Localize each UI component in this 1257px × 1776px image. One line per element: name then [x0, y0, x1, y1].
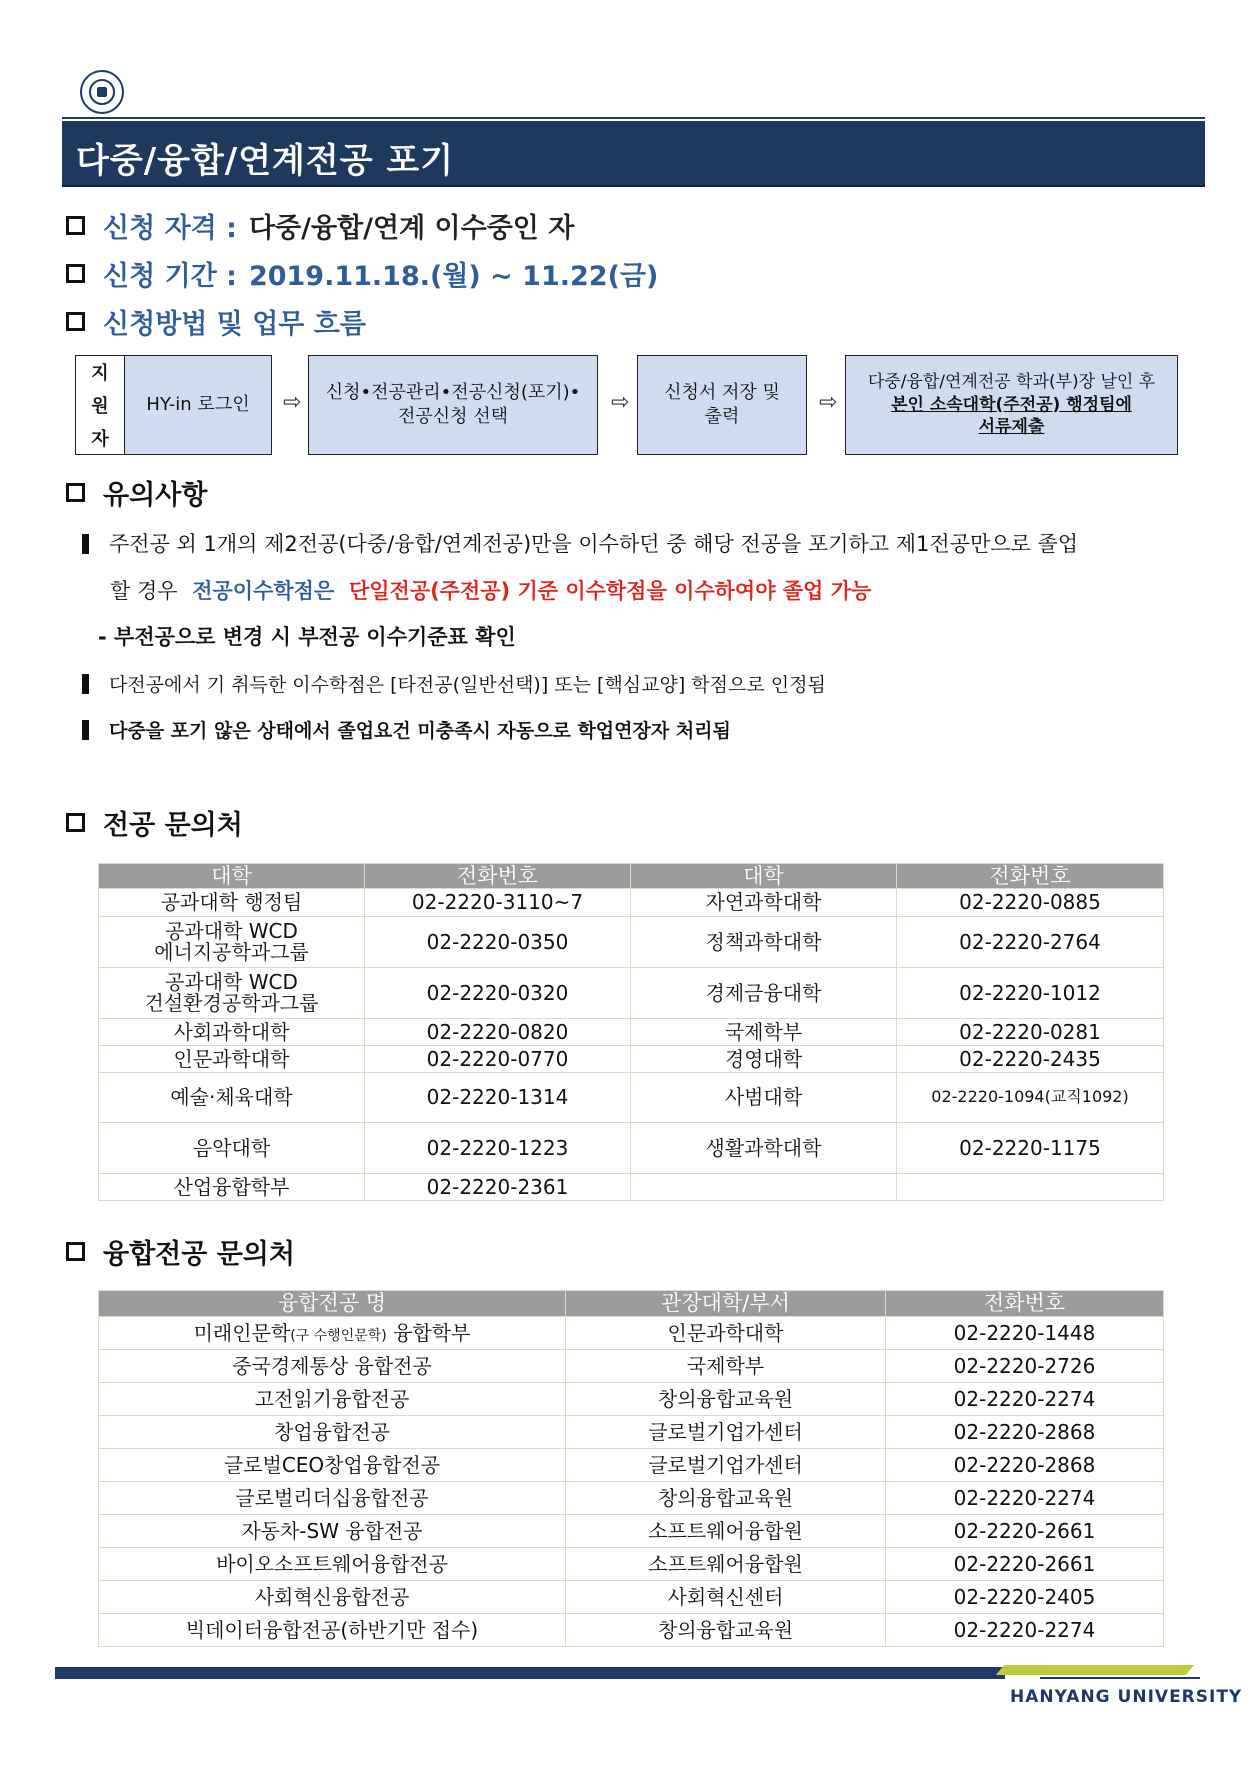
checkbox-square-icon — [66, 264, 85, 283]
flow-step-submit — [845, 355, 1178, 455]
table-cell: 02-2220-2868 — [886, 1449, 1164, 1482]
table-cell: 02-2220-3110~7 — [365, 889, 631, 917]
table-cell: 02-2220-1012 — [897, 968, 1164, 1019]
note-item-3 — [82, 716, 731, 743]
table-cell: 02-2220-2274 — [886, 1482, 1164, 1515]
cell-text: (구 수행인문학) — [290, 1327, 387, 1344]
major-contacts-table — [98, 863, 1164, 1201]
table-cell: 02-2220-0885 — [897, 889, 1164, 917]
checkbox-square-icon — [66, 1242, 85, 1261]
table-cell — [897, 1174, 1164, 1201]
table-cell: 산업융합학부 — [99, 1174, 365, 1201]
table-row — [99, 1449, 1164, 1482]
table-cell: 경제금융대학 — [631, 968, 897, 1019]
footer-divider — [1040, 1677, 1200, 1679]
bullet-icon — [82, 674, 89, 694]
table-cell — [99, 1317, 566, 1350]
bullet-icon — [82, 720, 89, 740]
table-cell: 생활과학대학 — [631, 1123, 897, 1174]
note-text: 할 경우 — [110, 579, 178, 603]
table-cell: 창의융합교육원 — [566, 1383, 886, 1416]
flow-applicant-label — [75, 355, 125, 455]
table-row — [99, 1174, 1164, 1201]
table-row — [99, 1416, 1164, 1449]
table-cell: 글로벌CEO창업융합전공 — [99, 1449, 566, 1482]
flow-step-text: 신청•전공관리•전공신청(포기)• — [325, 381, 581, 403]
cell-text: 융합학부 — [386, 1320, 471, 1345]
checkbox-square-icon — [66, 813, 85, 832]
table-row — [99, 1123, 1164, 1174]
table-row — [99, 1073, 1164, 1123]
table-cell: 02-2220-2764 — [897, 917, 1164, 968]
column-header: 전화번호 — [886, 1291, 1164, 1317]
note-highlight-blue: 전공이수학점은 — [192, 579, 335, 603]
qualification-line — [66, 206, 574, 245]
applicant-char: 지 — [91, 363, 109, 385]
note-text: 주전공 외 1개의 제2전공(다중/융합/연계전공)만을 이수하던 중 해당 전공을 포기하고 제1전공만으로 졸업 — [109, 532, 1079, 556]
cell-text: 미래인문학 — [193, 1320, 291, 1345]
table-cell: 사회혁신센터 — [566, 1581, 886, 1614]
footer-university-name: HANYANG UNIVERSITY — [1010, 1687, 1243, 1707]
table-cell: 고전읽기융합전공 — [99, 1383, 566, 1416]
table-cell: 공과대학 WCD 건설환경공학과그룹 — [99, 968, 365, 1019]
convergence-contacts-heading-text: 융합전공 문의처 — [103, 1239, 295, 1270]
footer-bar — [55, 1667, 1005, 1679]
page-title: 다중/융합/연계전공 포기 — [76, 141, 455, 181]
table-cell: 사회혁신융합전공 — [99, 1581, 566, 1614]
table-cell: 글로벌리더십융합전공 — [99, 1482, 566, 1515]
table-header-row — [99, 864, 1164, 889]
column-header: 전화번호 — [897, 864, 1164, 889]
note-item-1 — [82, 528, 1078, 558]
table-cell: 02-2220-1448 — [886, 1317, 1164, 1350]
flow-step-text: 서류제출 — [978, 417, 1045, 438]
table-cell: 사회과학대학 — [99, 1019, 365, 1046]
notes-heading-text: 유의사항 — [103, 480, 208, 511]
table-cell: 02-2220-1314 — [365, 1073, 631, 1123]
table-row — [99, 1383, 1164, 1416]
table-cell: 국제학부 — [566, 1350, 886, 1383]
method-heading — [66, 302, 366, 341]
table-cell: 02-2220-0281 — [897, 1019, 1164, 1046]
table-cell: 소프트웨어융합원 — [566, 1515, 886, 1548]
note-text: 다중을 포기 않은 상태에서 졸업요건 미충족시 자동으로 학업연장자 처리됨 — [109, 720, 731, 742]
bullet-icon — [82, 534, 89, 554]
table-cell: 사범대학 — [631, 1073, 897, 1123]
table-cell: 02-2220-2361 — [365, 1174, 631, 1201]
flow-step-text: 전공신청 선택 — [397, 406, 509, 427]
table-row — [99, 1614, 1164, 1647]
checkbox-square-icon — [66, 216, 85, 235]
convergence-contacts-heading — [66, 1232, 295, 1271]
flow-step-text: 본인 소속대학(주전공) 행정팀에 — [891, 394, 1132, 415]
table-cell: 02-2220-2435 — [897, 1046, 1164, 1073]
method-heading-text: 신청방법 및 업무 흐름 — [103, 309, 366, 340]
period-line — [66, 254, 658, 293]
table-cell: 02-2220-2274 — [886, 1614, 1164, 1647]
table-cell: 02-2220-0770 — [365, 1046, 631, 1073]
table-cell: 공과대학 WCD 에너지공학과그룹 — [99, 917, 365, 968]
table-cell: 02-2220-2274 — [886, 1383, 1164, 1416]
table-cell: 02-2220-2661 — [886, 1515, 1164, 1548]
note-item-1-sub: - 부전공으로 변경 시 부전공 이수기준표 확인 — [98, 625, 516, 649]
table-cell: 자연과학대학 — [631, 889, 897, 917]
table-cell: 음악대학 — [99, 1123, 365, 1174]
table-cell — [631, 1174, 897, 1201]
major-contacts-heading-text: 전공 문의처 — [103, 810, 243, 841]
table-row — [99, 1581, 1164, 1614]
flow-step-text: 출력 — [704, 406, 740, 427]
qualification-value: 다중/융합/연계 이수중인 자 — [248, 213, 575, 244]
table-cell: 경영대학 — [631, 1046, 897, 1073]
applicant-char: 원 — [91, 395, 109, 417]
table-cell: 빅데이터융합전공(하반기만 접수) — [99, 1614, 566, 1647]
flow-step-print — [637, 355, 807, 455]
checkbox-square-icon — [66, 483, 85, 502]
column-header: 전화번호 — [365, 864, 631, 889]
table-row — [99, 968, 1164, 1019]
table-cell: 중국경제통상 융합전공 — [99, 1350, 566, 1383]
note-item-1-cont — [110, 575, 871, 605]
table-cell: 글로벌기업가센터 — [566, 1449, 886, 1482]
table-cell: 예술·체육대학 — [99, 1073, 365, 1123]
period-label: 신청 기간 : — [103, 261, 237, 292]
flow-step-text: HY-in 로그인 — [146, 393, 250, 415]
table-row — [99, 1350, 1164, 1383]
table-row — [99, 1515, 1164, 1548]
table-cell: 인문과학대학 — [566, 1317, 886, 1350]
table-cell: 정책과학대학 — [631, 917, 897, 968]
major-contacts-heading — [66, 803, 243, 842]
table-cell: 02-2220-0320 — [365, 968, 631, 1019]
table-cell: 인문과학대학 — [99, 1046, 365, 1073]
flow-step-select — [308, 355, 598, 455]
table-row — [99, 889, 1164, 917]
table-cell: 창의융합교육원 — [566, 1614, 886, 1647]
table-cell: 02-2220-2726 — [886, 1350, 1164, 1383]
table-row — [99, 1548, 1164, 1581]
table-cell: 02-2220-1094(교직1092) — [897, 1073, 1164, 1123]
arrow-right-icon: ⇨ — [283, 390, 302, 415]
note-highlight-red: 단일전공(주전공) 기준 이수학점을 이수하여야 졸업 가능 — [348, 579, 872, 603]
title-banner — [62, 121, 1205, 187]
table-cell: 02-2220-0350 — [365, 917, 631, 968]
qualification-label: 신청 자격 : — [103, 213, 237, 244]
table-row — [99, 1317, 1164, 1350]
table-cell: 소프트웨어융합원 — [566, 1548, 886, 1581]
table-cell: 02-2220-2661 — [886, 1548, 1164, 1581]
period-value: 2019.11.18.(월) ~ 11.22(금) — [248, 261, 659, 292]
flow-step-login — [124, 355, 272, 455]
notes-heading — [66, 473, 207, 512]
table-cell: 국제학부 — [631, 1019, 897, 1046]
table-cell: 02-2220-2405 — [886, 1581, 1164, 1614]
note-item-2 — [82, 670, 826, 697]
university-seal-logo — [80, 70, 124, 114]
title-divider — [62, 117, 1205, 119]
applicant-char: 자 — [91, 428, 109, 450]
table-header-row — [99, 1291, 1164, 1317]
table-cell: 창의융합교육원 — [566, 1482, 886, 1515]
table-cell: 글로벌기업가센터 — [566, 1416, 886, 1449]
table-cell: 02-2220-1175 — [897, 1123, 1164, 1174]
table-cell: 공과대학 행정팀 — [99, 889, 365, 917]
flow-step-text: 다중/융합/연계전공 학과(부)장 날인 후 — [867, 371, 1156, 392]
table-row — [99, 1046, 1164, 1073]
table-row — [99, 1019, 1164, 1046]
column-header: 융합전공 명 — [99, 1291, 566, 1317]
note-text: 다전공에서 기 취득한 이수학점은 [타전공(일반선택)] 또는 [핵심교양] 학점으로 인정됨 — [109, 674, 826, 696]
arrow-right-icon: ⇨ — [611, 390, 630, 415]
footer-accent-stripe — [996, 1665, 1194, 1675]
table-cell: 02-2220-2868 — [886, 1416, 1164, 1449]
table-row — [99, 917, 1164, 968]
table-cell: 02-2220-0820 — [365, 1019, 631, 1046]
column-header: 대학 — [631, 864, 897, 889]
flow-step-text: 신청서 저장 및 — [664, 381, 780, 403]
table-cell: 바이오소프트웨어융합전공 — [99, 1548, 566, 1581]
table-cell: 창업융합전공 — [99, 1416, 566, 1449]
arrow-right-icon: ⇨ — [819, 390, 838, 415]
table-cell: 02-2220-1223 — [365, 1123, 631, 1174]
table-cell: 자동차-SW 융합전공 — [99, 1515, 566, 1548]
column-header: 관장대학/부서 — [566, 1291, 886, 1317]
checkbox-square-icon — [66, 312, 85, 331]
convergence-contacts-table — [98, 1290, 1164, 1647]
table-row — [99, 1482, 1164, 1515]
column-header: 대학 — [99, 864, 365, 889]
